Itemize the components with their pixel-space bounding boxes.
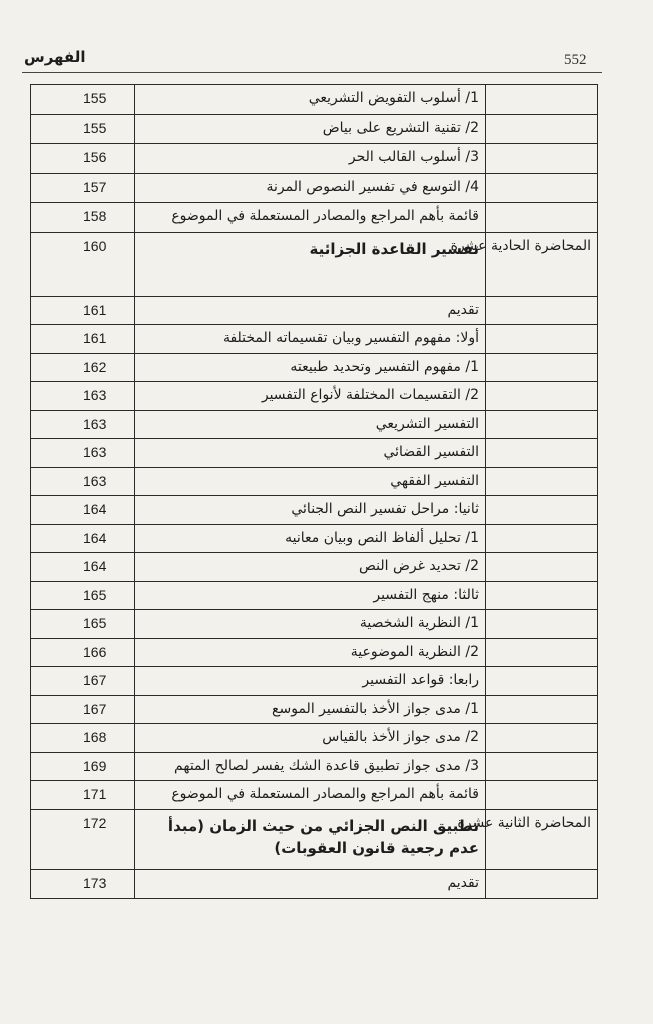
lecture-cell	[486, 581, 598, 610]
page-header	[24, 46, 601, 72]
toc-row	[31, 724, 598, 753]
lecture-cell	[486, 439, 598, 468]
entry-page-number: 155	[31, 85, 135, 115]
entry-page-number: 163	[31, 439, 135, 468]
entry-page-number: 161	[31, 325, 135, 354]
lecture-cell	[486, 610, 598, 639]
entry-page-number: 166	[31, 638, 135, 667]
toc-row	[31, 809, 598, 869]
lecture-cell	[486, 353, 598, 382]
toc-row	[31, 85, 598, 115]
lecture-cell: المحاضرة الثانية عشرة	[486, 809, 598, 869]
entry-page-number: 172	[31, 809, 135, 869]
lecture-cell	[486, 752, 598, 781]
toc-row	[31, 553, 598, 582]
toc-row	[31, 296, 598, 325]
entry-page-number: 164	[31, 524, 135, 553]
toc-row	[31, 173, 598, 203]
entry-page-number: 161	[31, 296, 135, 325]
entry-page-number: 156	[31, 144, 135, 174]
entry-title: 1/ أسلوب التفويض التشريعي	[135, 85, 486, 115]
toc-row	[31, 638, 598, 667]
entry-title: 3/ مدى جواز تطبيق قاعدة الشك يفسر لصالح المتهم	[135, 752, 486, 781]
lecture-cell	[486, 496, 598, 525]
entry-page-number: 163	[31, 410, 135, 439]
toc-row	[31, 667, 598, 696]
lecture-cell	[486, 553, 598, 582]
entry-title: 1/ تحليل ألفاظ النص وبيان معانيه	[135, 524, 486, 553]
lecture-cell	[486, 85, 598, 115]
entry-title: 2/ النظرية الموضوعية	[135, 638, 486, 667]
entry-page-number: 165	[31, 581, 135, 610]
entry-title: 2/ مدى جواز الأخذ بالقياس	[135, 724, 486, 753]
entry-title: التفسير القضائي	[135, 439, 486, 468]
entry-title: 2/ التقسيمات المختلفة لأنواع التفسير	[135, 382, 486, 411]
toc-row	[31, 467, 598, 496]
entry-title: 2/ تحديد غرض النص	[135, 553, 486, 582]
entry-page-number: 158	[31, 203, 135, 233]
lecture-cell	[486, 695, 598, 724]
entry-page-number: 160	[31, 232, 135, 296]
entry-page-number: 169	[31, 752, 135, 781]
toc-row	[31, 144, 598, 174]
entry-page-number: 157	[31, 173, 135, 203]
entry-title: 4/ التوسع في تفسير النصوص المرنة	[135, 173, 486, 203]
toc-row	[31, 114, 598, 144]
toc-row	[31, 382, 598, 411]
header-rule	[22, 72, 602, 73]
entry-page-number: 163	[31, 467, 135, 496]
toc-row	[31, 610, 598, 639]
entry-page-number: 168	[31, 724, 135, 753]
toc-table	[30, 84, 598, 899]
entry-title: قائمة بأهم المراجع والمصادر المستعملة في الموضوع	[135, 781, 486, 810]
entry-title: ثالثا: منهج التفسير	[135, 581, 486, 610]
lecture-cell	[486, 724, 598, 753]
entry-title: أولا: مفهوم التفسير وبيان تقسيماته المختلفة	[135, 325, 486, 354]
lecture-cell	[486, 781, 598, 810]
entry-page-number: 167	[31, 667, 135, 696]
lecture-cell	[486, 467, 598, 496]
toc-body	[31, 85, 598, 899]
entry-title: 1/ مفهوم التفسير وتحديد طبيعته	[135, 353, 486, 382]
entry-page-number: 173	[31, 869, 135, 898]
entry-title: رابعا: قواعد التفسير	[135, 667, 486, 696]
toc-row	[31, 524, 598, 553]
toc-row	[31, 410, 598, 439]
lecture-cell	[486, 382, 598, 411]
lecture-cell	[486, 869, 598, 898]
toc-row	[31, 353, 598, 382]
lecture-cell	[486, 296, 598, 325]
running-title: الفهرس	[24, 48, 86, 66]
entry-title: تقديم	[135, 296, 486, 325]
entry-page-number: 171	[31, 781, 135, 810]
lecture-cell	[486, 173, 598, 203]
toc-row	[31, 439, 598, 468]
entry-title: تفسير القاعدة الجزائية	[135, 232, 486, 296]
toc-row	[31, 496, 598, 525]
page-number: 552	[564, 52, 587, 68]
lecture-cell	[486, 638, 598, 667]
entry-title: 2/ تقنية التشريع على بياض	[135, 114, 486, 144]
entry-title: 1/ النظرية الشخصية	[135, 610, 486, 639]
entry-title: التفسير الفقهي	[135, 467, 486, 496]
entry-title: ثانيا: مراحل تفسير النص الجنائي	[135, 496, 486, 525]
lecture-cell	[486, 144, 598, 174]
lecture-cell	[486, 325, 598, 354]
lecture-cell: المحاضرة الحادية عشرة	[486, 232, 598, 296]
toc-row	[31, 869, 598, 898]
entry-page-number: 163	[31, 382, 135, 411]
toc-row	[31, 581, 598, 610]
toc-row	[31, 203, 598, 233]
entry-page-number: 164	[31, 496, 135, 525]
toc-row	[31, 752, 598, 781]
entry-title: 1/ مدى جواز الأخذ بالتفسير الموسع	[135, 695, 486, 724]
entry-page-number: 164	[31, 553, 135, 582]
toc-row	[31, 325, 598, 354]
entry-page-number: 155	[31, 114, 135, 144]
entry-page-number: 167	[31, 695, 135, 724]
lecture-cell	[486, 667, 598, 696]
entry-page-number: 162	[31, 353, 135, 382]
lecture-cell	[486, 203, 598, 233]
lecture-cell	[486, 410, 598, 439]
toc-row	[31, 232, 598, 296]
entry-title: قائمة بأهم المراجع والمصادر المستعملة في الموضوع	[135, 203, 486, 233]
lecture-cell	[486, 114, 598, 144]
entry-title: تطبيق النص الجزائي من حيث الزمان (مبدأ عدم رجعية قانون العقوبات)	[135, 809, 486, 869]
entry-title: 3/ أسلوب القالب الحر	[135, 144, 486, 174]
entry-title: التفسير التشريعي	[135, 410, 486, 439]
entry-title: تقديم	[135, 869, 486, 898]
entry-page-number: 165	[31, 610, 135, 639]
toc-row	[31, 781, 598, 810]
toc-row	[31, 695, 598, 724]
lecture-cell	[486, 524, 598, 553]
